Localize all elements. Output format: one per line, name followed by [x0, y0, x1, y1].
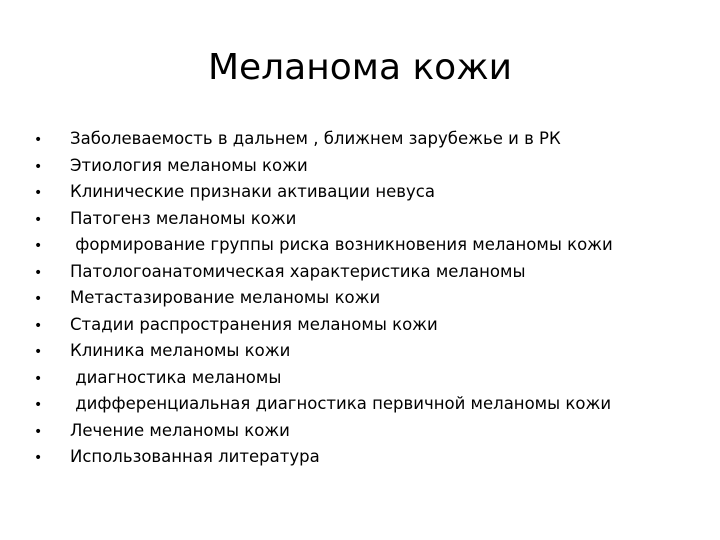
bullet-text: диагностика меланомы	[70, 367, 282, 387]
bullet-item	[34, 312, 704, 339]
bullet-item	[34, 232, 704, 259]
bullet-item	[34, 391, 704, 418]
bullet-text: Патогенз меланомы кожи	[70, 208, 297, 228]
bullet-dot-icon: •	[34, 132, 43, 148]
bullet-dot-icon: •	[34, 370, 43, 387]
bullet-text: Этиология меланомы кожи	[70, 155, 308, 175]
bullet-item	[34, 338, 704, 365]
bullet-text: Клиника меланомы кожи	[70, 341, 291, 360]
bullet-text: дифференциальная диагностика первичной меланомы кожи	[70, 394, 612, 413]
bullet-text: Лечение меланомы кожи	[70, 420, 290, 440]
bullet-dot-icon: •	[34, 317, 43, 334]
bullet-item	[34, 153, 704, 180]
bullet-item	[34, 365, 704, 392]
bullet-dot-icon: •	[34, 344, 43, 360]
bullet-list	[34, 126, 704, 471]
bullet-text: Стадии распространения меланомы кожи	[70, 314, 438, 334]
bullet-dot-icon: •	[34, 397, 43, 413]
bullet-text: Использованная литература	[70, 447, 320, 466]
bullet-text: Метастазирование меланомы кожи	[70, 288, 381, 307]
bullet-dot-icon: •	[34, 238, 43, 254]
bullet-text: Заболеваемость в дальнем , ближнем зарубежье и в РК	[70, 129, 561, 148]
bullet-text: формирование группы риска возникновения меланомы кожи	[70, 235, 613, 254]
bullet-dot-icon: •	[34, 158, 43, 175]
bullet-text: Клинические признаки активации невуса	[70, 182, 435, 201]
bullet-item	[34, 418, 704, 445]
bullet-dot-icon: •	[34, 423, 43, 440]
bullet-item	[34, 206, 704, 233]
slide-title: Меланома кожи	[207, 47, 513, 88]
bullet-dot-icon: •	[34, 211, 43, 228]
bullet-dot-icon: •	[34, 450, 43, 466]
bullet-item	[34, 126, 704, 153]
bullet-item	[34, 259, 704, 286]
bullet-dot-icon: •	[34, 264, 43, 281]
bullet-text: Патологоанатомическая характеристика меланомы	[70, 261, 526, 281]
bullet-dot-icon: •	[34, 185, 43, 201]
bullet-dot-icon: •	[34, 291, 43, 307]
bullet-item	[34, 179, 704, 206]
bullet-item	[34, 285, 704, 312]
bullet-item	[34, 444, 704, 471]
